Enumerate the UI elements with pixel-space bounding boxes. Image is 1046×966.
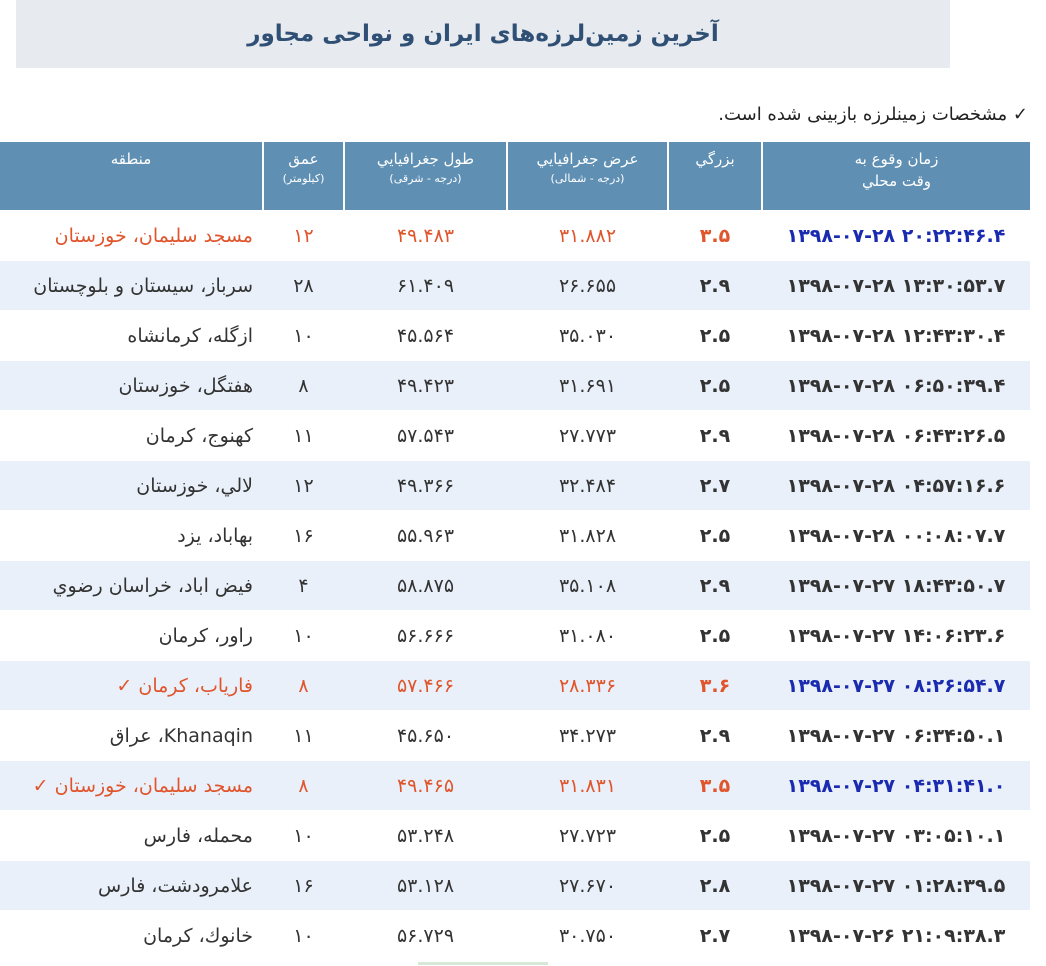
table-row[interactable]	[0, 261, 1030, 311]
cell-magnitude: ۳.۵	[668, 211, 762, 261]
cell-latitude: ۳۱.۸۸۲	[507, 211, 668, 261]
cell-region: کهنوج، کرمان	[0, 411, 263, 461]
table-row[interactable]	[0, 561, 1030, 611]
cell-magnitude: ۲.۷	[668, 461, 762, 511]
page-title-bar	[16, 0, 950, 68]
table-row[interactable]	[0, 211, 1030, 261]
cell-magnitude: ۳.۵	[668, 761, 762, 811]
cell-time: ۱۳۹۸-۰۷-۲۷ ۱۸:۴۳:۵۰.۷	[762, 561, 1030, 611]
page-title: آخرین زمین‌لرزه‌های ایران و نواحی مجاور	[247, 21, 719, 47]
cell-latitude: ۳۰.۷۵۰	[507, 911, 668, 961]
cell-longitude: ۴۹.۴۶۵	[344, 761, 507, 811]
cell-time: ۱۳۹۸-۰۷-۲۸ ۱۲:۴۳:۳۰.۴	[762, 311, 1030, 361]
cell-depth: ۱۱	[263, 411, 344, 461]
cell-time: ۱۳۹۸-۰۷-۲۷ ۰۱:۲۸:۳۹.۵	[762, 861, 1030, 911]
cell-latitude: ۳۱.۰۸۰	[507, 611, 668, 661]
cell-time: ۱۳۹۸-۰۷-۲۷ ۰۶:۳۴:۵۰.۱	[762, 711, 1030, 761]
cell-longitude: ۵۶.۶۶۶	[344, 611, 507, 661]
cell-magnitude: ۲.۹	[668, 261, 762, 311]
cell-depth: ۱۰	[263, 911, 344, 961]
cell-time: ۱۳۹۸-۰۷-۲۷ ۰۴:۳۱:۴۱.۰	[762, 761, 1030, 811]
col-header-longitude[interactable]: طول جغرافيايي (درجه - شرقی)	[344, 142, 507, 211]
cell-magnitude: ۲.۵	[668, 311, 762, 361]
cell-longitude: ۵۸.۸۷۵	[344, 561, 507, 611]
cell-depth: ۱۰	[263, 611, 344, 661]
cell-region: علامرودشت، فارس	[0, 861, 263, 911]
cell-latitude: ۳۲.۴۸۴	[507, 461, 668, 511]
cell-magnitude: ۲.۵	[668, 511, 762, 561]
table-row[interactable]	[0, 811, 1030, 861]
table-row[interactable]	[0, 511, 1030, 561]
cell-longitude: ۴۹.۴۲۳	[344, 361, 507, 411]
cell-longitude: ۵۶.۷۲۹	[344, 911, 507, 961]
cell-magnitude: ۲.۹	[668, 411, 762, 461]
cell-latitude: ۲۷.۷۲۳	[507, 811, 668, 861]
reviewed-note: ✓ مشخصات زمینلرزه بازبینی شده است.	[718, 104, 1028, 125]
cell-magnitude: ۲.۸	[668, 861, 762, 911]
cell-magnitude: ۲.۷	[668, 911, 762, 961]
cell-depth: ۱۶	[263, 511, 344, 561]
table-row[interactable]	[0, 311, 1030, 361]
cell-time: ۱۳۹۸-۰۷-۲۸ ۲۰:۲۲:۴۶.۴	[762, 211, 1030, 261]
cell-latitude: ۳۵.۰۳۰	[507, 311, 668, 361]
table-row[interactable]	[0, 461, 1030, 511]
cell-depth: ۱۲	[263, 211, 344, 261]
scroll-indicator	[418, 962, 548, 965]
cell-latitude: ۲۷.۶۷۰	[507, 861, 668, 911]
cell-time: ۱۳۹۸-۰۷-۲۸ ۰۶:۵۰:۳۹.۴	[762, 361, 1030, 411]
cell-latitude: ۳۴.۲۷۳	[507, 711, 668, 761]
cell-region: هفتگل، خوزستان	[0, 361, 263, 411]
col-header-latitude[interactable]: عرض جغرافيايي (درجه - شمالی)	[507, 142, 668, 211]
cell-depth: ۸	[263, 361, 344, 411]
cell-longitude: ۶۱.۴۰۹	[344, 261, 507, 311]
col-header-depth[interactable]: عمق (کیلومتر)	[263, 142, 344, 211]
cell-region: ازگله، کرمانشاه	[0, 311, 263, 361]
cell-magnitude: ۲.۹	[668, 711, 762, 761]
cell-longitude: ۴۵.۶۵۰	[344, 711, 507, 761]
col-header-magnitude[interactable]: بزرگي	[668, 142, 762, 211]
cell-time: ۱۳۹۸-۰۷-۲۸ ۰۰:۰۸:۰۷.۷	[762, 511, 1030, 561]
col-header-time[interactable]: زمان وقوع به وقت محلي	[762, 142, 1030, 211]
cell-depth: ۱۰	[263, 811, 344, 861]
cell-region: سرباز، سیستان و بلوچستان	[0, 261, 263, 311]
cell-latitude: ۲۶.۶۵۵	[507, 261, 668, 311]
cell-latitude: ۳۱.۶۹۱	[507, 361, 668, 411]
cell-region: خانوك، کرمان	[0, 911, 263, 961]
cell-longitude: ۵۷.۵۴۳	[344, 411, 507, 461]
table-row[interactable]	[0, 711, 1030, 761]
cell-depth: ۱۰	[263, 311, 344, 361]
cell-longitude: ۴۵.۵۶۴	[344, 311, 507, 361]
cell-latitude: ۳۱.۸۲۸	[507, 511, 668, 561]
cell-region: فیض اباد، خراسان رضوي	[0, 561, 263, 611]
table-row[interactable]	[0, 761, 1030, 811]
col-header-region[interactable]: منطقه	[0, 142, 263, 211]
cell-longitude: ۴۹.۳۶۶	[344, 461, 507, 511]
cell-time: ۱۳۹۸-۰۷-۲۸ ۰۴:۵۷:۱۶.۶	[762, 461, 1030, 511]
table-row[interactable]	[0, 361, 1030, 411]
cell-region: Khanaqin، عراق	[0, 711, 263, 761]
cell-region: راور، کرمان	[0, 611, 263, 661]
cell-depth: ۲۸	[263, 261, 344, 311]
cell-region: فاریاب، کرمان ✓	[0, 661, 263, 711]
cell-longitude: ۵۷.۴۶۶	[344, 661, 507, 711]
cell-longitude: ۵۵.۹۶۳	[344, 511, 507, 561]
cell-longitude: ۴۹.۴۸۳	[344, 211, 507, 261]
cell-magnitude: ۲.۵	[668, 361, 762, 411]
table-row[interactable]	[0, 411, 1030, 461]
cell-time: ۱۳۹۸-۰۷-۲۸ ۱۳:۳۰:۵۳.۷	[762, 261, 1030, 311]
cell-depth: ۴	[263, 561, 344, 611]
cell-longitude: ۵۳.۲۴۸	[344, 811, 507, 861]
cell-region: محمله، فارس	[0, 811, 263, 861]
cell-time: ۱۳۹۸-۰۷-۲۷ ۰۳:۰۵:۱۰.۱	[762, 811, 1030, 861]
cell-latitude: ۳۱.۸۳۱	[507, 761, 668, 811]
table-body	[0, 211, 1030, 961]
cell-depth: ۱۱	[263, 711, 344, 761]
cell-time: ۱۳۹۸-۰۷-۲۶ ۲۱:۰۹:۳۸.۳	[762, 911, 1030, 961]
table-row[interactable]	[0, 861, 1030, 911]
cell-depth: ۱۲	[263, 461, 344, 511]
cell-time: ۱۳۹۸-۰۷-۲۷ ۰۸:۲۶:۵۴.۷	[762, 661, 1030, 711]
table-row[interactable]	[0, 661, 1030, 711]
cell-depth: ۱۶	[263, 861, 344, 911]
cell-magnitude: ۲.۵	[668, 811, 762, 861]
cell-region: بهاباد، یزد	[0, 511, 263, 561]
table-row[interactable]	[0, 611, 1030, 661]
cell-magnitude: ۲.۵	[668, 611, 762, 661]
cell-magnitude: ۲.۹	[668, 561, 762, 611]
earthquake-table	[0, 142, 1030, 960]
cell-depth: ۸	[263, 761, 344, 811]
table-row[interactable]	[0, 911, 1030, 961]
cell-time: ۱۳۹۸-۰۷-۲۸ ۰۶:۴۳:۲۶.۵	[762, 411, 1030, 461]
cell-region: مسجد سلیمان، خوزستان ✓	[0, 761, 263, 811]
cell-region: لالي، خوزستان	[0, 461, 263, 511]
cell-region: مسجد سلیمان، خوزستان	[0, 211, 263, 261]
cell-depth: ۸	[263, 661, 344, 711]
cell-latitude: ۲۷.۷۷۳	[507, 411, 668, 461]
cell-magnitude: ۳.۶	[668, 661, 762, 711]
cell-latitude: ۳۵.۱۰۸	[507, 561, 668, 611]
cell-longitude: ۵۳.۱۲۸	[344, 861, 507, 911]
table-header-row	[0, 142, 1030, 211]
cell-latitude: ۲۸.۳۳۶	[507, 661, 668, 711]
cell-time: ۱۳۹۸-۰۷-۲۷ ۱۴:۰۶:۲۳.۶	[762, 611, 1030, 661]
